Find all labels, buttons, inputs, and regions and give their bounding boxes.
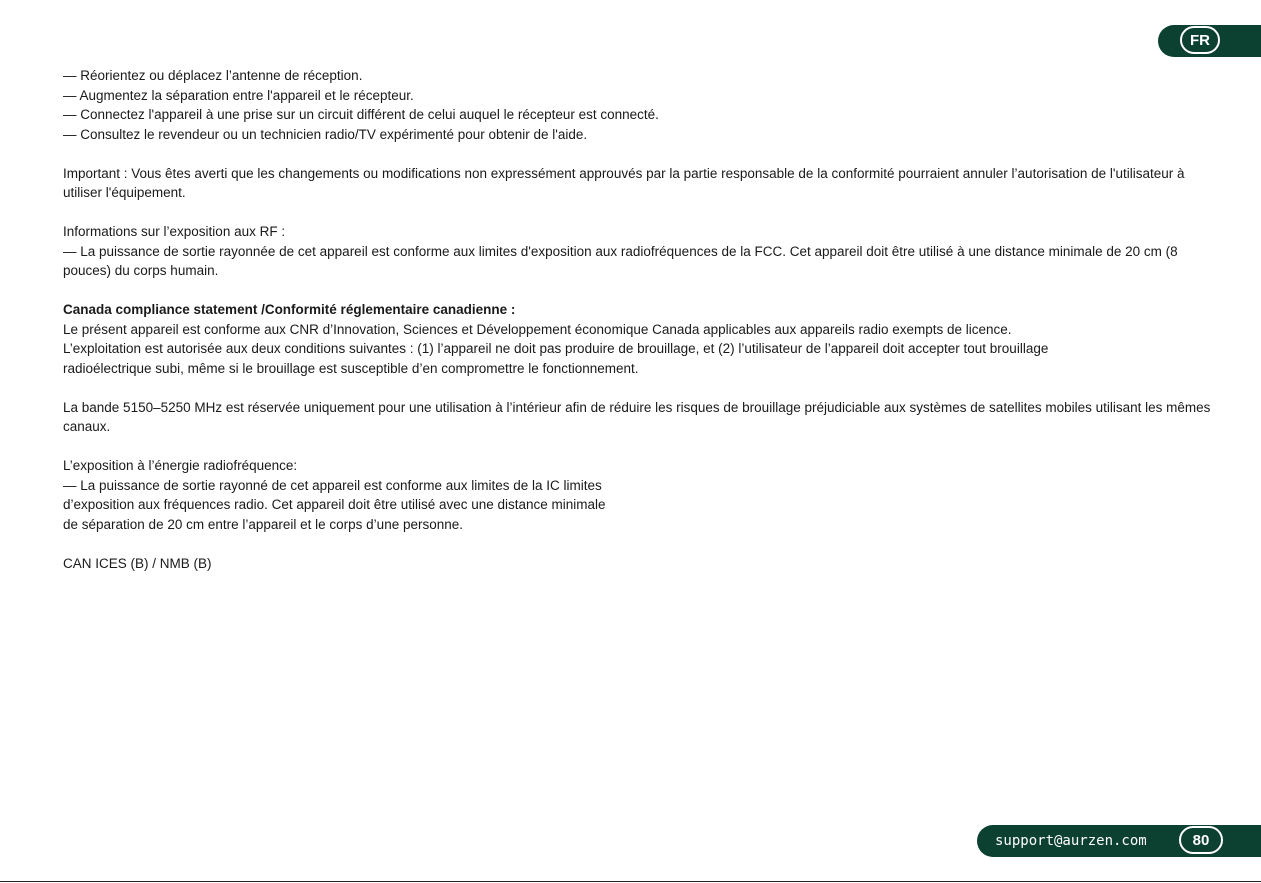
instructions-list bbox=[63, 66, 1213, 144]
page-number: 80 bbox=[1179, 826, 1223, 854]
rf-text: — La puissance de sortie rayonnée de cet appareil est conforme aux limites d'exposition aux radiofréquences de la FCC. Cet appareil doit être utilisé à une distance minimale de 20 cm (8 pouces) du corps humain. bbox=[63, 243, 1178, 278]
exposure-line: d’exposition aux fréquences radio. Cet appareil doit être utilisé avec une distance minimale bbox=[63, 497, 606, 512]
ices-statement: CAN ICES (B) / NMB (B) bbox=[63, 555, 212, 571]
language-tab bbox=[1158, 25, 1261, 57]
important-notice: Important : Vous êtes averti que les changements ou modifications non expressément approuvés par la partie responsable de la conformité pourraient annuler l’autorisation de l'utilisateur à utiliser l'équipement. bbox=[63, 165, 1185, 200]
exposure-heading: L’exposition à l’énergie radiofréquence: bbox=[63, 458, 298, 473]
document-body bbox=[63, 66, 1213, 593]
instruction-item: — Augmentez la séparation entre l'appareil et le récepteur. bbox=[63, 87, 414, 103]
exposure-line: — La puissance de sortie rayonné de cet appareil est conforme aux limites de la IC limites bbox=[63, 477, 602, 493]
rf-exposure-section bbox=[63, 222, 1213, 281]
support-email: support@aurzen.com bbox=[995, 833, 1147, 849]
exposure-section bbox=[63, 456, 1213, 534]
exposure-line: de séparation de 20 cm entre l’appareil et le corps d’une personne. bbox=[63, 516, 464, 532]
language-badge: FR bbox=[1180, 26, 1220, 54]
canada-section bbox=[63, 300, 1213, 378]
canada-line: L’exploitation est autorisée aux deux conditions suivantes : (1) l’appareil ne doit pas produire de brouillage, et (2) l’utilisateur de l’appareil doit accepter tout brouillage bbox=[63, 341, 1049, 356]
footer-tab bbox=[977, 825, 1261, 857]
canada-line: Le présent appareil est conforme aux CNR d’Innovation, Sciences et Développement économique Canada applicables aux appareils radio exempts de licence. bbox=[63, 321, 1012, 337]
instruction-item: — Réorientez ou déplacez l’antenne de réception. bbox=[63, 68, 363, 83]
rf-heading: Informations sur l’exposition aux RF : bbox=[63, 224, 286, 239]
instruction-item: — Connectez l'appareil à une prise sur un circuit différent de celui auquel le récepteur est connecté. bbox=[63, 107, 659, 122]
canada-line: radioélectrique subi, même si le brouillage est susceptible d’en compromettre le fonctionnement. bbox=[63, 360, 639, 376]
instruction-item: — Consultez le revendeur ou un technicien radio/TV expérimenté pour obtenir de l'aide. bbox=[63, 126, 588, 142]
band-notice: La bande 5150–5250 MHz est réservée uniquement pour une utilisation à l’intérieur afin de réduire les risques de brouillage préjudiciable aux systèmes de satellites mobiles utilisant les mêmes canaux. bbox=[63, 399, 1211, 434]
canada-heading: Canada compliance statement /Conformité réglementaire canadienne : bbox=[63, 302, 516, 317]
bottom-divider bbox=[0, 881, 1261, 882]
